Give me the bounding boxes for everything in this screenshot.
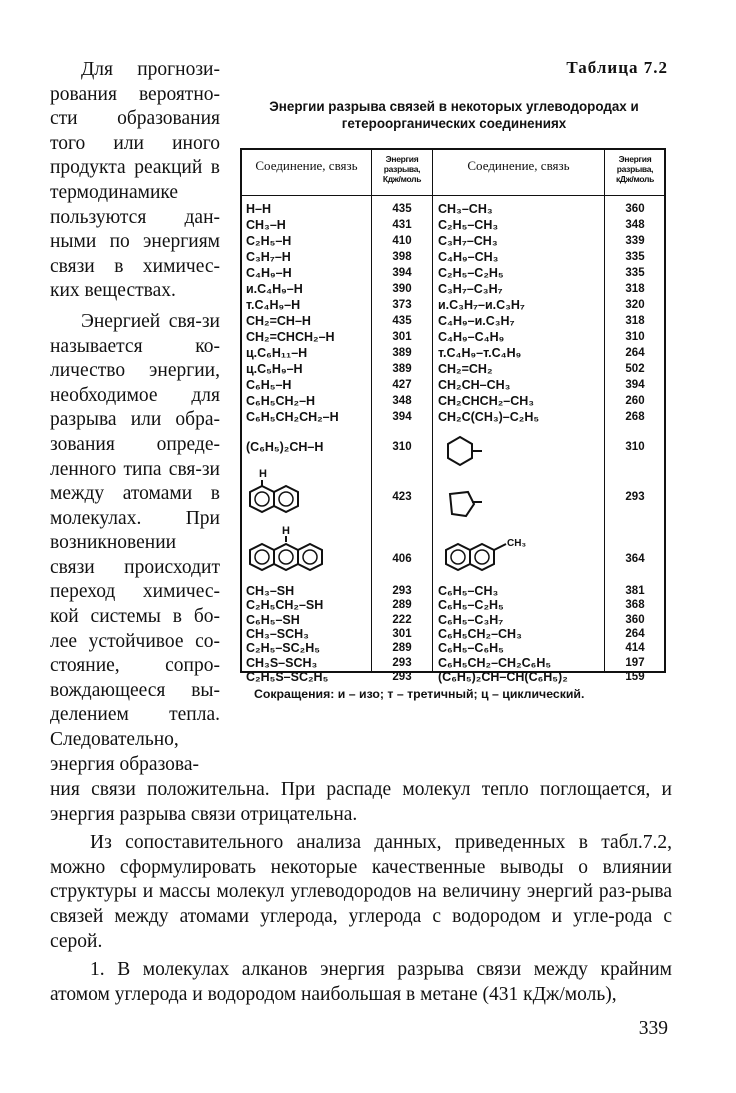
right-energy-cell: 260 xyxy=(625,395,645,407)
left-compound-cell: H–H xyxy=(246,202,272,216)
methylnaphthalene-structure xyxy=(444,538,554,578)
left-compound-cell: C₂H₅S–SC₂H₅ xyxy=(246,669,329,684)
left-compound-cell: C₆H₅–H xyxy=(246,378,292,392)
left-compound-cell: C₄H₉–H xyxy=(246,266,292,280)
right-energy-cell: 360 xyxy=(625,613,645,626)
left-compound-cell: C₆H₅CH₂CH₂–H xyxy=(246,410,339,424)
left-energy-cell: 390 xyxy=(392,283,412,295)
paragraph-analysis: Из сопоставительного анализа данных, приведенных в табл.7.2, можно сформулировать некоторые качественные выводы о влиянии структуры и массы молекул углеводородов на величину энергий раз-рыва связей между атомами углерода, углерода с водородом и угле-рода с серой. xyxy=(50,832,672,952)
right-energy-cell: 368 xyxy=(625,599,645,612)
left-energy-cell: 423 xyxy=(392,491,412,503)
header-separator xyxy=(242,195,664,196)
left-energy-cell: 293 xyxy=(392,670,412,683)
right-compound-cell: т.C₄H₉–т.C₄H₉ xyxy=(438,346,522,360)
right-energy-cell: 381 xyxy=(625,585,645,597)
right-compound-cell: C₆H₅–C₂H₅ xyxy=(438,598,504,613)
right-energy-cell: 502 xyxy=(625,363,645,375)
left-energy-cell: 406 xyxy=(392,553,412,565)
right-energy-cell: 310 xyxy=(625,441,645,453)
left-compound-cell: CH₂=CHCH₂–H xyxy=(246,330,335,344)
left-energy-cell: 289 xyxy=(392,599,412,612)
right-energy-cell: 335 xyxy=(625,267,645,279)
left-compound-cell: C₃H₇–H xyxy=(246,250,291,264)
header-energy-right: Энергия разрыва, кДж/моль xyxy=(615,154,655,184)
left-compound-cell: CH₂=CH–H xyxy=(246,314,311,328)
right-energy-cell: 310 xyxy=(625,331,645,343)
header-energy-left: Энергия разрыва, Кдж/моль xyxy=(382,154,422,184)
right-energy-cell: 268 xyxy=(625,411,645,423)
left-energy-cell: 348 xyxy=(392,395,412,407)
right-compound-cell: C₄H₉–CH₃ xyxy=(438,250,499,264)
left-compound-cell: ц.C₆H₁₁–H xyxy=(246,346,308,360)
right-compound-cell: C₂H₅–C₂H₅ xyxy=(438,266,504,280)
left-energy-cell: 427 xyxy=(392,379,412,391)
left-compound-cell: C₂H₅–SC₂H₅ xyxy=(246,641,320,656)
page-number: 339 xyxy=(638,1018,668,1039)
anthracene-structure xyxy=(246,536,336,580)
left-column-text xyxy=(50,58,220,777)
left-compound-cell: т.C₄H₉–H xyxy=(246,298,301,312)
table-divider xyxy=(432,150,433,671)
table-footnote: Сокращения: и – изо; т – третичный; ц – циклический. xyxy=(254,687,585,701)
naphthalene-structure xyxy=(246,480,306,520)
left-energy-cell: 431 xyxy=(392,219,412,231)
right-compound-cell: и.C₃H₇–и.C₃H₇ xyxy=(438,298,525,312)
right-compound-cell: C₄H₉–C₄H₉ xyxy=(438,330,505,344)
bond-energy-table xyxy=(240,148,666,684)
left-energy-cell: 373 xyxy=(392,299,412,311)
right-energy-cell: 293 xyxy=(625,491,645,503)
right-energy-cell: 159 xyxy=(625,670,645,683)
left-compound-cell: C₂H₅–H xyxy=(246,234,292,248)
right-energy-cell: 360 xyxy=(625,203,645,215)
table-title: Энергии разрыва связей в некоторых углеводородах и гетероорганических соединениях xyxy=(269,99,639,131)
right-energy-cell: 320 xyxy=(625,299,645,311)
left-energy-cell: 293 xyxy=(392,656,412,669)
right-energy-cell: 318 xyxy=(625,283,645,295)
left-energy-cell: 394 xyxy=(392,267,412,279)
right-compound-cell: C₆H₅CH₂–CH₂C₆H₅ xyxy=(438,655,552,670)
left-energy-cell: 389 xyxy=(392,347,412,359)
left-energy-cell: 398 xyxy=(392,251,412,263)
left-energy-cell: 301 xyxy=(392,627,412,640)
left-compound-cell: C₆H₅CH₂–H xyxy=(246,394,316,408)
header-compound-right: Соединение, связь xyxy=(467,158,570,173)
cyclopentyl-structure xyxy=(446,488,496,520)
right-energy-cell: 414 xyxy=(625,642,645,655)
right-energy-cell: 348 xyxy=(625,219,645,231)
header-compound-left: Соединение, связь xyxy=(255,158,358,173)
right-energy-cell: 364 xyxy=(625,553,645,565)
h-label-naphthalene: H xyxy=(259,468,267,480)
paragraph-point-1: 1. В молекулах алканов энергия разрыва связи между крайним атомом углерода и водородом наибольшая в метане (431 кДж/моль), xyxy=(50,959,672,1005)
body-text xyxy=(50,778,672,1007)
right-compound-cell: CH₂=CH₂ xyxy=(438,362,493,376)
h-label-anthracene: H xyxy=(282,525,290,537)
right-compound-cell: C₂H₅–CH₃ xyxy=(438,218,499,232)
right-compound-cell: CH₂CHCH₂–CH₃ xyxy=(438,394,535,408)
left-compound-cell: CH₃S–SCH₃ xyxy=(246,655,318,670)
left-compound-cell: (C₆H₅)₂CH–H xyxy=(246,440,324,454)
paragraph-definition: Энергией свя-зи называется ко-личество энергии, необходимое для разрыва или обра-зования опреде-ленного типа свя-зи между атомами в молекулах. При возникновении связи происходит переход химичес-кой системы в бо-лее устойчивое со-стояние, сопро-вождающееся вы-делением тепла. Следовательно, энергия образова- xyxy=(50,310,220,775)
left-compound-cell: CH₃–SH xyxy=(246,584,295,598)
left-compound-cell: ц.C₅H₉–H xyxy=(246,362,303,376)
right-compound-cell: (C₆H₅)₂CH–CH(C₆H₅)₂ xyxy=(438,669,568,684)
right-energy-cell: 394 xyxy=(625,379,645,391)
right-energy-cell: 335 xyxy=(625,251,645,263)
left-energy-cell: 394 xyxy=(392,411,412,423)
table-number: Таблица 7.2 xyxy=(566,58,668,77)
left-energy-cell: 301 xyxy=(392,331,412,343)
right-compound-cell: CH₃–CH₃ xyxy=(438,202,493,216)
paragraph-intro: Для прогнози-рования вероятно-сти образования того или иного продукта реакций в термодинамике пользуются дан-ными по энергиям связи в химичес-ких веществах. xyxy=(50,59,220,302)
right-compound-cell: C₆H₅–CH₃ xyxy=(438,584,499,598)
left-energy-cell: 410 xyxy=(392,235,412,247)
left-energy-cell: 389 xyxy=(392,363,412,375)
left-compound-cell: и.C₄H₉–H xyxy=(246,282,303,296)
right-compound-cell: CH₂CH–CH₃ xyxy=(438,378,511,392)
right-energy-cell: 264 xyxy=(625,627,645,640)
left-energy-cell: 222 xyxy=(392,613,412,626)
cyclohexyl-structure xyxy=(444,435,494,469)
left-compound-cell: C₆H₅–SH xyxy=(246,612,300,627)
right-compound-cell: CH₂C(CH₃)–C₂H₅ xyxy=(438,410,540,424)
right-compound-cell: C₃H₇–C₃H₇ xyxy=(438,282,503,296)
left-energy-cell: 310 xyxy=(392,441,412,453)
left-compound-cell: CH₃–SCH₃ xyxy=(246,626,309,641)
right-energy-cell: 339 xyxy=(625,235,645,247)
right-energy-cell: 264 xyxy=(625,347,645,359)
right-energy-cell: 318 xyxy=(625,315,645,327)
left-compound-cell: CH₃–H xyxy=(246,218,286,232)
right-compound-cell: C₄H₉–и.C₃H₇ xyxy=(438,314,515,328)
right-compound-cell: C₆H₅–C₃H₇ xyxy=(438,612,504,627)
right-compound-cell: C₆H₅–C₆H₅ xyxy=(438,641,504,656)
left-energy-cell: 289 xyxy=(392,642,412,655)
methyl-label: CH₃ xyxy=(507,538,527,549)
right-compound-cell: C₃H₇–CH₃ xyxy=(438,234,498,248)
right-energy-cell: 197 xyxy=(625,656,645,669)
right-compound-cell: C₆H₅CH₂–CH₃ xyxy=(438,626,522,641)
paragraph-continuation: ния связи положительна. При распаде молекул тепло поглощается, и энергия разрыва связи отрицательна. xyxy=(50,779,672,825)
left-energy-cell: 435 xyxy=(392,315,412,327)
left-compound-cell: C₂H₅CH₂–SH xyxy=(246,598,324,613)
left-energy-cell: 293 xyxy=(392,585,412,597)
left-energy-cell: 435 xyxy=(392,203,412,215)
